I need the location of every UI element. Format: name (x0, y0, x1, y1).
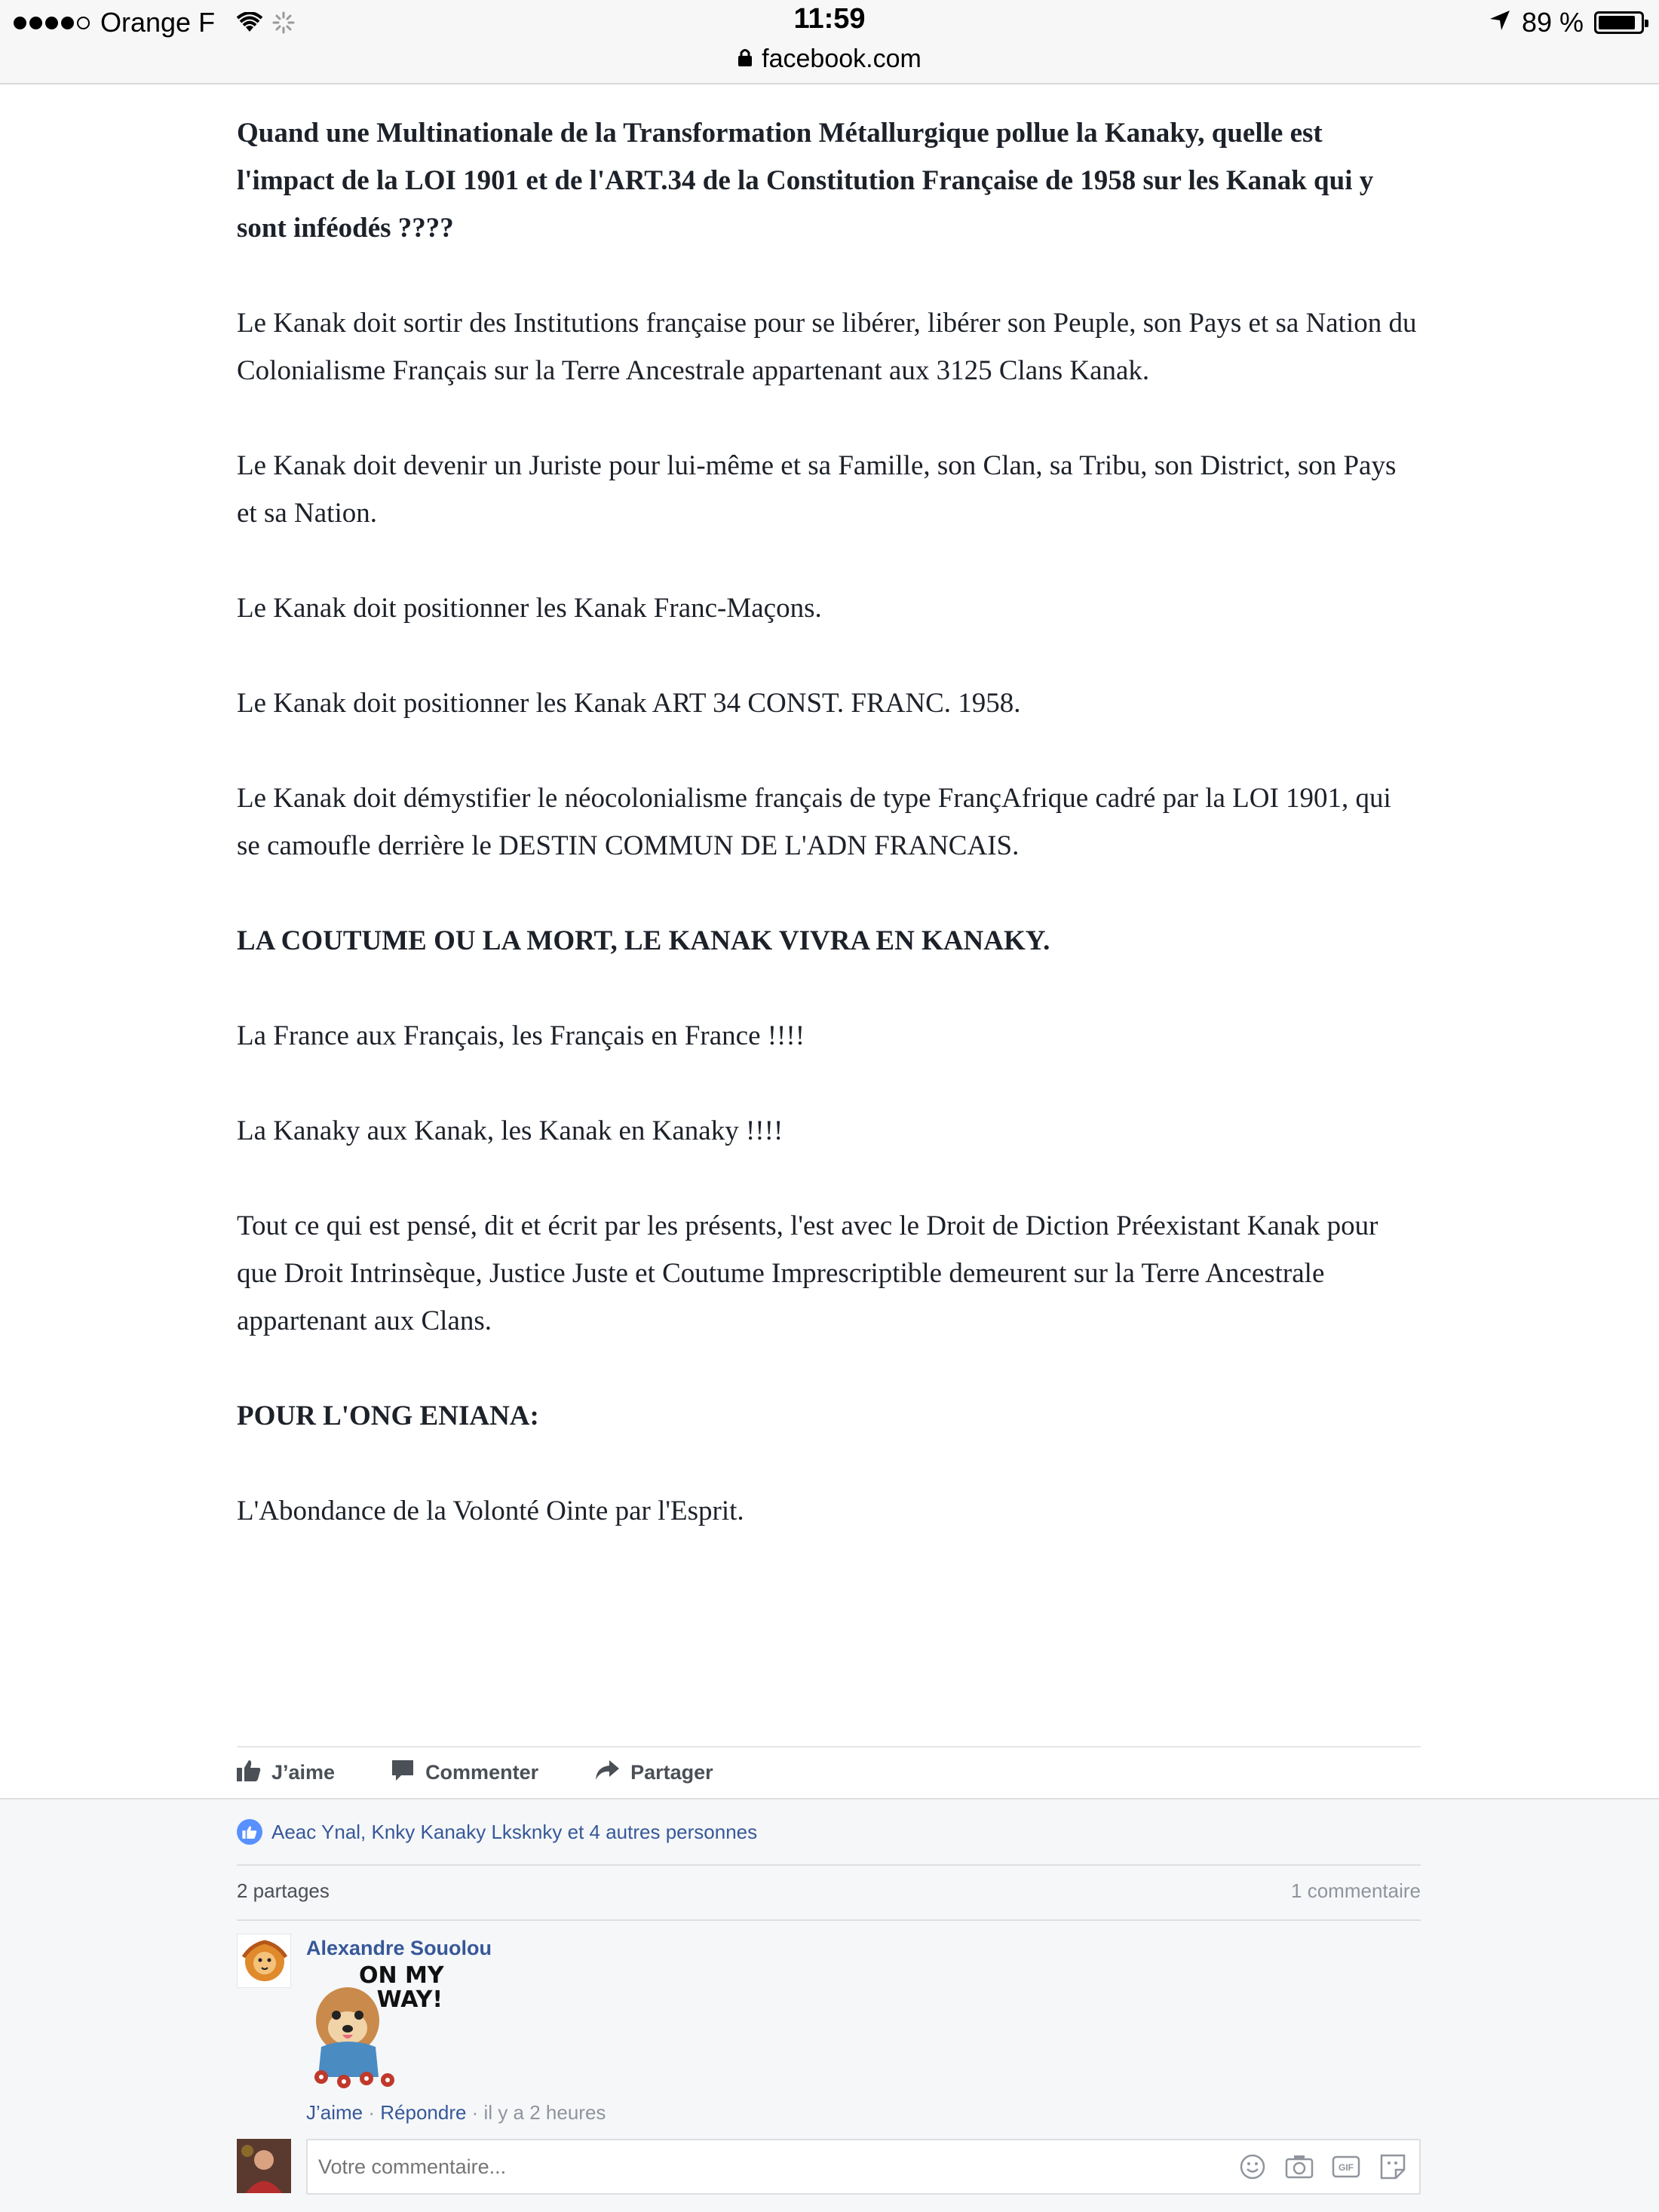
comment-reply-link[interactable]: Répondre (380, 2101, 467, 2124)
share-label: Partager (630, 1760, 713, 1784)
comment-button[interactable] (391, 1759, 538, 1787)
address-bar[interactable] (0, 42, 1659, 75)
status-bar (0, 0, 1659, 84)
article-paragraph: POUR L'ONG ENIANA: (237, 1401, 539, 1431)
avatar[interactable] (237, 1934, 291, 1988)
emoji-icon[interactable] (1238, 2152, 1267, 2181)
comment-time: · il y a 2 heures (466, 2101, 606, 2124)
comment-author[interactable]: Alexandre Souolou (306, 1937, 492, 1959)
url-text: facebook.com (762, 44, 921, 73)
article-paragraph: LA COUTUME OU LA MORT, LE KANAK VIVRA EN KANAKY. (237, 925, 1050, 956)
battery-percent: 89 % (1521, 7, 1584, 38)
article-paragraph: Le Kanak doit positionner les Kanak Franc-Maçons. (237, 593, 822, 624)
battery-icon (1594, 11, 1644, 34)
sticker-icon[interactable] (1378, 2152, 1407, 2181)
shares-count[interactable]: 2 partages (237, 1879, 330, 1902)
current-user-avatar (237, 2139, 291, 2193)
likers-text[interactable]: Aeac Ynal, Knky Kanaky Lksknky et 4 autres personnes (271, 1820, 758, 1843)
article-paragraph: La France aux Français, les Français en France !!!! (237, 1020, 805, 1051)
article-paragraph: Le Kanak doit devenir un Juriste pour lui-même et sa Famille, son Clan, sa Tribu, son District, son Pays et sa Nation. (237, 450, 1397, 529)
likes-summary[interactable] (237, 1813, 757, 1851)
comment-meta (306, 2101, 606, 2125)
article-paragraph: La Kanaky aux Kanak, les Kanak en Kanaky !!!! (237, 1115, 784, 1146)
sticker-caption-line1: ON MY (359, 1962, 444, 1989)
gif-icon[interactable] (1332, 2152, 1360, 2181)
article-paragraph: L'Abondance de la Volonté Ointe par l'Esprit. (237, 1496, 744, 1526)
actions-divider (237, 1746, 1421, 1747)
camera-icon[interactable] (1285, 2152, 1314, 2181)
article-paragraph: Tout ce qui est pensé, dit et écrit par les présents, l'est avec le Droit de Diction Préexistant Kanak pour que Droit Intrinsèque, Justice Juste et Coutume Imprescriptible demeurent sur la Terre Ancestrale appartenant aux Clans. (237, 1210, 1378, 1336)
sticker-image (306, 1964, 449, 2088)
post-actions (237, 1750, 769, 1795)
reply-tools (1238, 2152, 1407, 2181)
like-reaction-icon (237, 1819, 262, 1845)
article-paragraph: Le Kanak doit sortir des Institutions française pour se libérer, libérer son Peuple, son Pays et sa Nation du Colonialisme Français sur la Terre Ancestrale appartenant aux 3125 Clans Kanak. (237, 308, 1417, 386)
location-arrow-icon (1489, 7, 1511, 38)
status-time: 11:59 (793, 3, 866, 35)
comment-like-link[interactable]: J’aime (306, 2101, 363, 2124)
svg-text:GIF: GIF (1339, 2162, 1354, 2173)
comment-item (237, 1934, 1421, 2130)
article-paragraph: Le Kanak doit démystifier le néocolonialisme français de type FrançAfrique cadré par la LOI 1901, qui se camoufle derrière le DESTIN COMMUN DE L'ADN FRANCAIS. (237, 783, 1391, 861)
sticker-caption-line2: WAY! (376, 1987, 443, 2013)
like-button[interactable] (237, 1759, 335, 1787)
article-paragraph: Le Kanak doit positionner les Kanak ART 34 CONST. FRANC. 1958. (237, 688, 1021, 719)
comment-count[interactable]: 1 commentaire (1291, 1879, 1421, 1902)
comment-label: Commenter (425, 1760, 539, 1784)
speech-bubble-icon (391, 1759, 415, 1787)
article-paragraph: Quand une Multinationale de la Transformation Métallurgique pollue la Kanaky, quelle est l'impact de la LOI 1901 et de l'ART.34 de la Constitution Française de 1958 sur les Kanak qui y sont inféodés ???? (237, 118, 1374, 244)
reply-row (237, 2139, 1421, 2195)
lock-icon (738, 44, 753, 74)
meta-separator: · (363, 2101, 381, 2124)
thumbs-up-icon (237, 1759, 261, 1787)
carrier-name: Orange F (100, 7, 216, 38)
share-arrow-icon (594, 1759, 620, 1787)
like-label: J’aime (271, 1760, 336, 1784)
sticker-caption (359, 1964, 444, 2012)
counts-divider (237, 1919, 1421, 1921)
post-article (237, 109, 1421, 1582)
status-right (1489, 5, 1644, 41)
likes-divider (237, 1864, 1421, 1866)
share-button[interactable] (594, 1759, 713, 1787)
